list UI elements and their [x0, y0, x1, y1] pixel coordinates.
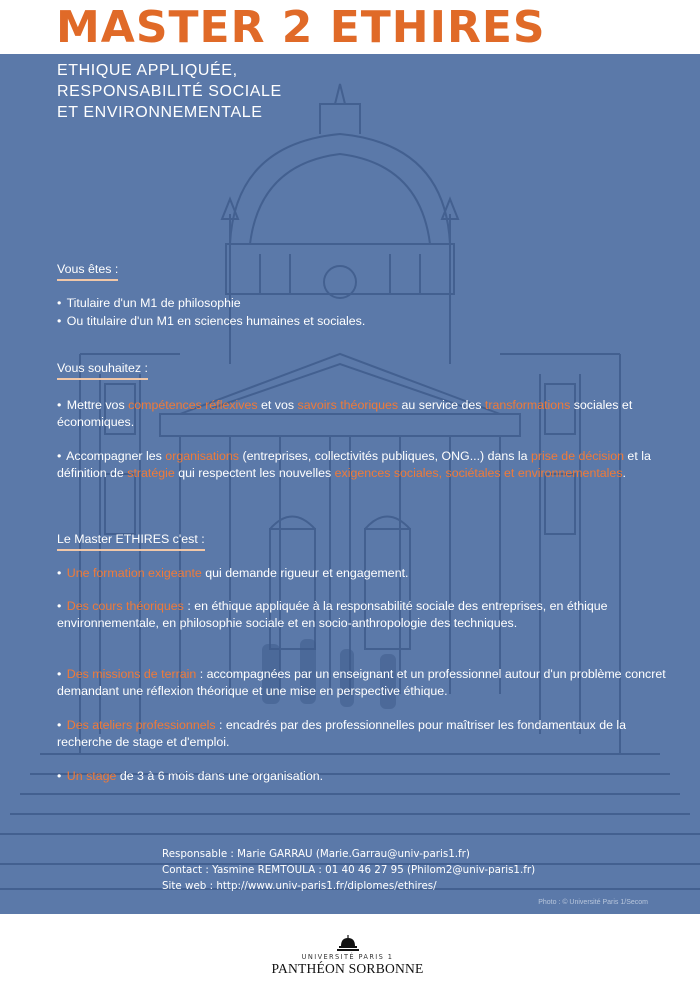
section-underline	[57, 279, 118, 281]
list-item: • Un stage de 3 à 6 mois dans une organisation.	[57, 769, 324, 783]
contact-website-link[interactable]: Site web : http://www.univ-paris1.fr/diplomes/ethires/	[162, 880, 437, 892]
contact-phone: Contact : Yasmine REMTOULA : 01 40 46 27 95 (Philom2@univ-paris1.fr)	[162, 864, 536, 876]
list-item: • Une formation exigeante qui demande rigueur et engagement.	[57, 566, 409, 580]
list-item-text: Ou titulaire d'un M1 en sciences humaines et sociales.	[66, 314, 366, 328]
photo-credit: Photo : © Université Paris 1/Secom	[538, 899, 648, 906]
list-item: • Mettre vos compétences réflexives et vos savoirs théoriques au service des transformations sociales et économiques.	[57, 398, 633, 429]
logo-name-text: PANTHÉON SORBONNE	[271, 961, 424, 976]
subtitle-line: RESPONSABILITÉ SOCIALE	[57, 83, 282, 100]
highlight: compétences réflexives	[128, 398, 258, 412]
blue-panel	[0, 54, 700, 914]
highlight: stratégie	[127, 466, 175, 480]
highlight: Des cours théoriques	[66, 599, 184, 613]
list-item-text: Titulaire d'un M1 de philosophie	[66, 296, 241, 310]
highlight: Des ateliers professionnels	[66, 718, 216, 732]
section-underline	[57, 549, 205, 551]
list-item: • Accompagner les organisations (entreprises, collectivités publiques, ONG...) dans la prise de décision et la définition de stratégie qui respectent les nouvelles exigences sociales, sociétales et environnementales.	[57, 449, 651, 480]
list-item: • Ou titulaire d'un M1 en sciences humaines et sociales.	[57, 314, 366, 328]
section-title-text: Vous souhaitez :	[57, 361, 148, 375]
subtitle-line: ETHIQUE APPLIQUÉE,	[57, 62, 238, 79]
section-title-master	[57, 531, 205, 551]
highlight: Un stage	[66, 769, 117, 783]
highlight: Une formation exigeante	[66, 566, 202, 580]
highlight: Des missions de terrain	[66, 667, 197, 681]
section-title-vous-etes	[57, 261, 118, 281]
logo-university-text: UNIVERSITÉ PARIS 1	[301, 953, 394, 961]
list-item: • Des ateliers professionnels : encadrés par des professionnelles pour maîtriser les fondamentaux de la recherche de stage et d'emploi.	[57, 718, 627, 749]
page-title: MASTER 2 ETHIRES	[56, 2, 546, 53]
contact-responsable: Responsable : Marie GARRAU (Marie.Garrau@univ-paris1.fr)	[162, 848, 470, 860]
contact-block	[162, 846, 535, 894]
building-dome-icon	[337, 934, 359, 952]
highlight: exigences sociales, sociétales et environnementales	[334, 466, 623, 480]
sorbonne-building-illustration	[0, 54, 700, 914]
section-title-text: Vous êtes :	[57, 262, 119, 276]
list-item: • Titulaire d'un M1 de philosophie	[57, 296, 241, 310]
subtitle	[57, 60, 282, 123]
highlight: savoirs théoriques	[297, 398, 399, 412]
subtitle-line: ET ENVIRONNEMENTALE	[57, 104, 263, 121]
university-logo	[270, 934, 425, 976]
list-item: • Des cours théoriques : en éthique appliquée à la responsabilité sociale des entreprises, en éthique environnementale, en philosophie sociale et en socio-anthropologie des techniques.	[57, 599, 608, 630]
list-item: • Des missions de terrain : accompagnées par un enseignant et un professionnel autour d'un problème concret demandant une réflexion théorique et une mise en perspective éthique.	[57, 667, 666, 698]
highlight: organisations	[165, 449, 239, 463]
section-underline	[57, 378, 148, 380]
highlight: transformations	[484, 398, 571, 412]
highlight: prise de décision	[531, 449, 624, 463]
section-title-vous-souhaitez	[57, 360, 148, 380]
section-title-text: Le Master ETHIRES c'est :	[57, 532, 205, 546]
